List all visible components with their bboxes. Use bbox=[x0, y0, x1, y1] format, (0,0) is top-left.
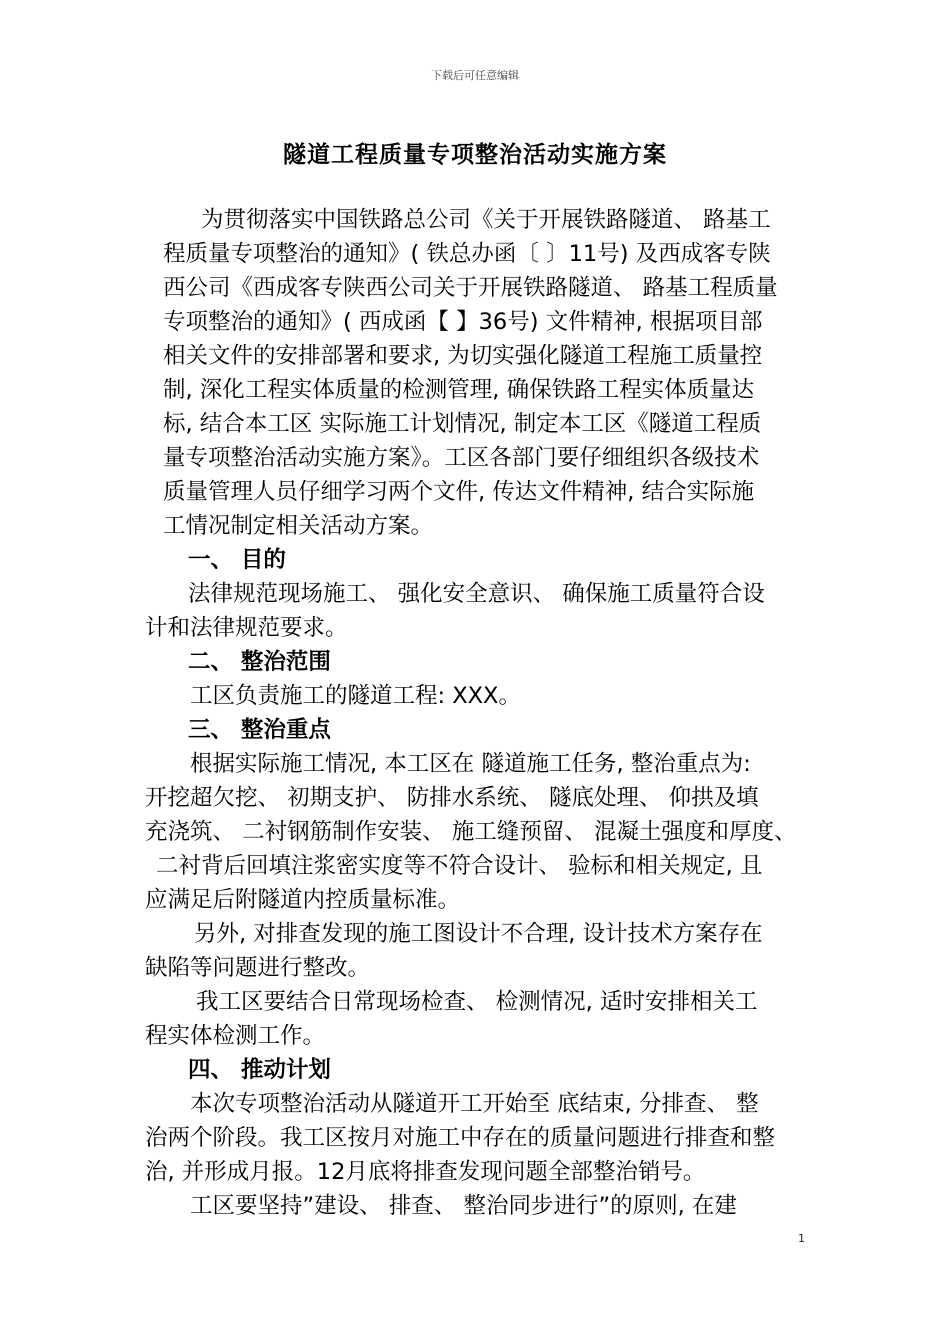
page-header-note: 下载后可任意编辑 bbox=[431, 69, 519, 82]
section-line: 二衬背后回填注浆密实度等不符合设计、 验标和相关规定, 且 bbox=[156, 853, 763, 879]
intro-line: 质量管理人员仔细学习两个文件, 传达文件精神, 结合实际施 bbox=[163, 479, 755, 505]
section-line: 充浇筑、 二衬钢筋制作安装、 施工缝预留、 混凝土强度和厚度、 bbox=[145, 819, 797, 845]
intro-line: 程质量专项整治的通知》( 铁总办函〔 〕11号) 及西成客专陕 bbox=[163, 241, 771, 267]
section-line: 治两个阶段。我工区按月对施工中存在的质量问题进行排查和整 bbox=[145, 1125, 776, 1151]
section-line: 我工区要结合日常现场检查、 检测情况, 适时安排相关工 bbox=[196, 989, 758, 1015]
intro-line: 量专项整治活动实施方案》。工区各部门要仔细组织各级技术 bbox=[163, 445, 760, 471]
section-line: 本次专项整治活动从隧道开工开始至 底结束, 分排查、 整 bbox=[190, 1091, 759, 1117]
section-heading: 四、 推动计划 bbox=[188, 1057, 331, 1083]
intro-line: 标, 结合本工区 实际施工计划情况, 制定本工区《隧道工程质 bbox=[163, 411, 762, 437]
section-heading: 一、 目的 bbox=[188, 547, 286, 573]
section-line: 另外, 对排查发现的施工图设计不合理, 设计技术方案存在 bbox=[194, 921, 763, 947]
section-line: 计和法律规范要求。 bbox=[145, 615, 348, 641]
intro-line: 工情况制定相关活动方案。 bbox=[163, 513, 434, 539]
section-line: 工区负责施工的隧道工程: XXX。 bbox=[190, 683, 521, 709]
section-line: 应满足后附隧道内控质量标准。 bbox=[145, 887, 461, 913]
section-heading: 二、 整治范围 bbox=[188, 649, 331, 675]
section-line: 治, 并形成月报。12月底将排查发现问题全部整治销号。 bbox=[145, 1159, 706, 1185]
section-line: 程实体检测工作。 bbox=[145, 1023, 326, 1049]
section-heading: 三、 整治重点 bbox=[188, 717, 331, 743]
intro-line: 制, 深化工程实体质量的检测管理, 确保铁路工程实体质量达 bbox=[163, 377, 755, 403]
intro-line: 相关文件的安排部署和要求, 为切实强化隧道工程施工质量控 bbox=[163, 343, 763, 369]
section-line: 法律规范现场施工、 强化安全意识、 确保施工质量符合设 bbox=[188, 581, 765, 607]
document-title: 隧道工程质量专项整治活动实施方案 bbox=[283, 142, 667, 168]
intro-line: 为贯彻落实中国铁路总公司《关于开展铁路隧道、 路基工 bbox=[201, 207, 771, 233]
page-number: 1 bbox=[798, 1232, 805, 1245]
section-line: 开挖超欠挖、 初期支护、 防排水系统、 隧底处理、 仰拱及填 bbox=[145, 785, 759, 811]
intro-line: 专项整治的通知》( 西成函【 】36号) 文件精神, 根据项目部 bbox=[163, 309, 763, 335]
section-line: 缺陷等问题进行整改。 bbox=[145, 955, 371, 981]
section-line: 根据实际施工情况, 本工区在 隧道施工任务, 整治重点为: bbox=[190, 751, 751, 777]
intro-line: 西公司《西成客专陕西公司关于开展铁路隧道、 路基工程质量 bbox=[163, 275, 778, 301]
section-line: 工区要坚持”建设、 排查、 整治同步进行”的原则, 在建 bbox=[190, 1193, 737, 1219]
